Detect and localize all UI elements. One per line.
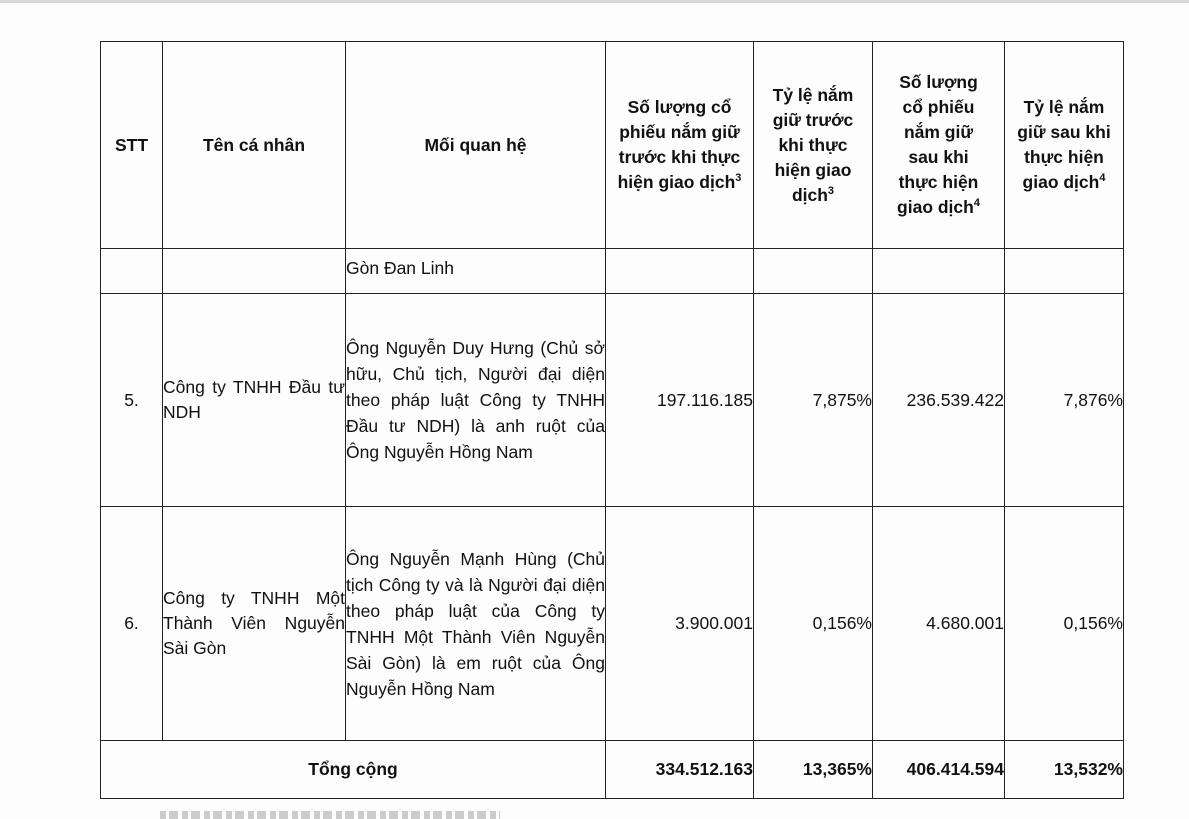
scan-edge [0, 0, 1189, 3]
footnote-ref: 3 [735, 172, 742, 185]
cell-empty [873, 249, 1005, 294]
header-shares-before: Số lượng cổ phiếu nắm giữ trước khi thực hiện giao dịch$^3$ [606, 42, 754, 249]
cell-empty [101, 249, 163, 294]
table-row [101, 294, 1124, 507]
total-shares-after: 406.414.594 [873, 741, 1005, 799]
cell-relation: Gòn Đan Linh [346, 249, 606, 294]
table-row [101, 507, 1124, 741]
total-ratio-after: 13,532% [1005, 741, 1124, 799]
cell-relation: Ông Nguyễn Duy Hưng (Chủ sở hữu, Chủ tịch, Người đại diện theo pháp luật Công ty TNHH Đầu tư NDH) là anh ruột của Ông Nguyễn Hồng Nam [346, 294, 606, 507]
cell-shares-before: 197.116.185 [606, 294, 754, 507]
cell-empty [163, 249, 346, 294]
footnote-ref: 4 [973, 197, 980, 210]
header-shares-after: Số lượng cổ phiếu nắm giữ sau khi thực hiện giao dịch$^4$ [873, 42, 1005, 249]
cell-name: Công ty TNHH Một Thành Viên Nguyễn Sài Gòn [163, 507, 346, 741]
cell-name: Công ty TNHH Đầu tư NDH [163, 294, 346, 507]
cell-relation: Ông Nguyễn Mạnh Hùng (Chủ tịch Công ty và là Người đại diện theo pháp luật của Công ty TNHH Một Thành Viên Nguyễn Sài Gòn) là em ruột của Ông Nguyễn Hồng Nam [346, 507, 606, 741]
total-ratio-before: 13,365% [754, 741, 873, 799]
cell-empty [754, 249, 873, 294]
shareholding-table [100, 41, 1124, 799]
footnote-ref: 4 [1099, 172, 1106, 185]
cell-stt: 6. [101, 507, 163, 741]
total-shares-before: 334.512.163 [606, 741, 754, 799]
header-name: Tên cá nhân [163, 42, 346, 249]
table-row-continuation [101, 249, 1124, 294]
cell-ratio-after: 7,876% [1005, 294, 1124, 507]
header-stt: STT [101, 42, 163, 249]
cell-shares-before: 3.900.001 [606, 507, 754, 741]
cell-shares-after: 236.539.422 [873, 294, 1005, 507]
table-header-row [101, 42, 1124, 249]
cropped-footnote-line [160, 811, 500, 819]
header-ratio-before: Tỷ lệ nắm giữ trước khi thực hiện giao dịch$^3$ [754, 42, 873, 249]
cell-ratio-after: 0,156% [1005, 507, 1124, 741]
header-relation: Mối quan hệ [346, 42, 606, 249]
cell-ratio-before: 7,875% [754, 294, 873, 507]
cell-stt: 5. [101, 294, 163, 507]
cell-empty [1005, 249, 1124, 294]
header-ratio-after: Tỷ lệ nắm giữ sau khi thực hiện giao dịch$^4$ [1005, 42, 1124, 249]
cell-shares-after: 4.680.001 [873, 507, 1005, 741]
footnote-ref: 3 [827, 184, 835, 197]
table-total-row [101, 741, 1124, 799]
cell-ratio-before: 0,156% [754, 507, 873, 741]
cell-empty [606, 249, 754, 294]
total-label: Tổng cộng [101, 741, 606, 799]
